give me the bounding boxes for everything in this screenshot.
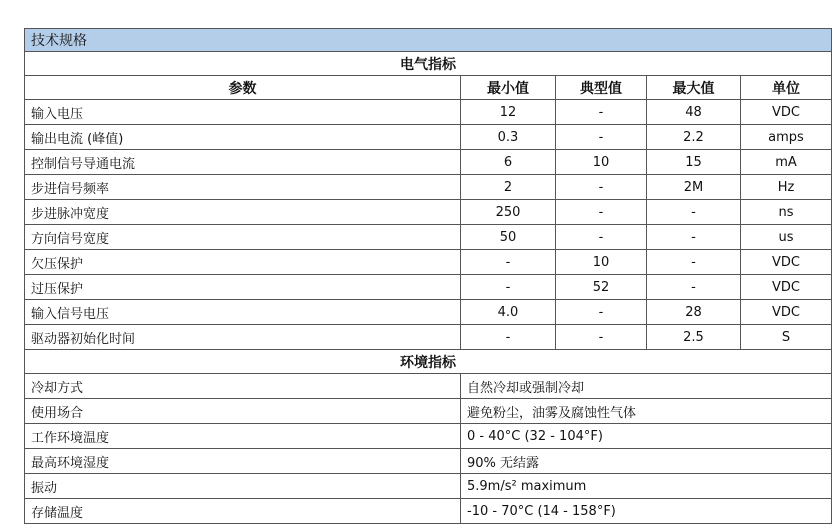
- param-cell: 冷却方式: [25, 374, 461, 399]
- min-cell: 4.0: [461, 300, 556, 325]
- table-row: [25, 275, 832, 300]
- environment-section-label: 环境指标: [25, 350, 832, 374]
- table-row: [25, 150, 832, 175]
- value-cell: 避免粉尘，油雾及腐蚀性气体: [461, 399, 832, 424]
- table-row: [25, 100, 832, 125]
- unit-cell: VDC: [741, 300, 832, 325]
- electrical-section-row: [25, 52, 832, 76]
- param-cell: 输入信号电压: [25, 300, 461, 325]
- max-cell: 48: [647, 100, 741, 125]
- unit-cell: us: [741, 225, 832, 250]
- min-cell: 0.3: [461, 125, 556, 150]
- table-row: [25, 175, 832, 200]
- table-title: 技术规格: [25, 29, 832, 52]
- param-cell: 欠压保护: [25, 250, 461, 275]
- typ-cell: -: [556, 200, 647, 225]
- max-cell: 15: [647, 150, 741, 175]
- max-cell: 2M: [647, 175, 741, 200]
- min-cell: -: [461, 250, 556, 275]
- param-cell: 过压保护: [25, 275, 461, 300]
- param-cell: 步进脉冲宽度: [25, 200, 461, 225]
- unit-cell: ns: [741, 200, 832, 225]
- param-cell: 输出电流 (峰值): [25, 125, 461, 150]
- unit-cell: mA: [741, 150, 832, 175]
- header-min: 最小值: [461, 76, 556, 100]
- table-row: [25, 499, 832, 524]
- table-row: [25, 424, 832, 449]
- min-cell: 2: [461, 175, 556, 200]
- header-max: 最大值: [647, 76, 741, 100]
- unit-cell: VDC: [741, 100, 832, 125]
- value-cell: 自然冷却或强制冷却: [461, 374, 832, 399]
- table-row: [25, 250, 832, 275]
- table-row: [25, 449, 832, 474]
- typ-cell: -: [556, 300, 647, 325]
- param-cell: 使用场合: [25, 399, 461, 424]
- param-cell: 振动: [25, 474, 461, 499]
- spec-table-container: [24, 28, 831, 524]
- typ-cell: -: [556, 225, 647, 250]
- electrical-section-label: 电气指标: [25, 52, 832, 76]
- value-cell: 0 - 40°C (32 - 104°F): [461, 424, 832, 449]
- param-cell: 工作环境温度: [25, 424, 461, 449]
- table-row: [25, 200, 832, 225]
- header-typ: 典型值: [556, 76, 647, 100]
- spec-table: [24, 28, 832, 524]
- min-cell: 250: [461, 200, 556, 225]
- max-cell: -: [647, 275, 741, 300]
- table-row: [25, 399, 832, 424]
- param-cell: 存储温度: [25, 499, 461, 524]
- min-cell: 6: [461, 150, 556, 175]
- min-cell: -: [461, 325, 556, 350]
- max-cell: -: [647, 200, 741, 225]
- typ-cell: 10: [556, 150, 647, 175]
- environment-rows: [25, 374, 832, 524]
- table-row: [25, 325, 832, 350]
- unit-cell: S: [741, 325, 832, 350]
- param-cell: 方向信号宽度: [25, 225, 461, 250]
- param-cell: 步进信号频率: [25, 175, 461, 200]
- typ-cell: 10: [556, 250, 647, 275]
- header-param: 参数: [25, 76, 461, 100]
- typ-cell: -: [556, 175, 647, 200]
- electrical-rows: [25, 100, 832, 350]
- table-row: [25, 125, 832, 150]
- typ-cell: -: [556, 125, 647, 150]
- param-cell: 驱动器初始化时间: [25, 325, 461, 350]
- electrical-header-row: [25, 76, 832, 100]
- unit-cell: VDC: [741, 275, 832, 300]
- max-cell: -: [647, 250, 741, 275]
- unit-cell: VDC: [741, 250, 832, 275]
- min-cell: 50: [461, 225, 556, 250]
- typ-cell: -: [556, 100, 647, 125]
- max-cell: 28: [647, 300, 741, 325]
- unit-cell: amps: [741, 125, 832, 150]
- typ-cell: -: [556, 325, 647, 350]
- max-cell: 2.2: [647, 125, 741, 150]
- table-row: [25, 474, 832, 499]
- value-cell: -10 - 70°C (14 - 158°F): [461, 499, 832, 524]
- param-cell: 最高环境湿度: [25, 449, 461, 474]
- max-cell: 2.5: [647, 325, 741, 350]
- value-cell: 5.9m/s² maximum: [461, 474, 832, 499]
- value-cell: 90% 无结露: [461, 449, 832, 474]
- param-cell: 输入电压: [25, 100, 461, 125]
- param-cell: 控制信号导通电流: [25, 150, 461, 175]
- environment-section-row: [25, 350, 832, 374]
- min-cell: 12: [461, 100, 556, 125]
- typ-cell: 52: [556, 275, 647, 300]
- min-cell: -: [461, 275, 556, 300]
- table-row: [25, 300, 832, 325]
- table-row: [25, 374, 832, 399]
- title-row: [25, 29, 832, 52]
- unit-cell: Hz: [741, 175, 832, 200]
- header-unit: 单位: [741, 76, 832, 100]
- max-cell: -: [647, 225, 741, 250]
- table-row: [25, 225, 832, 250]
